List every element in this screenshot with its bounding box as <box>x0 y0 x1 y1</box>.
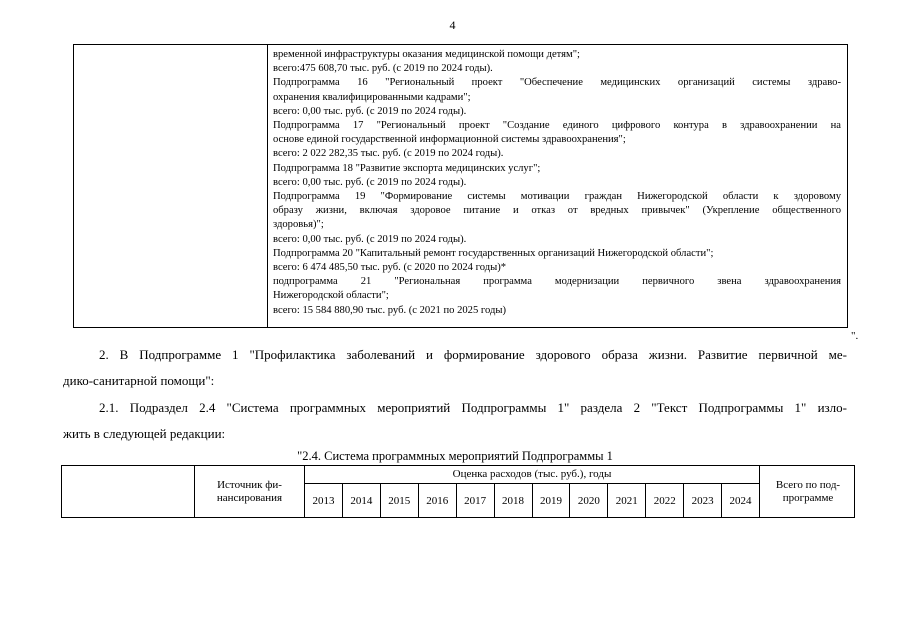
total-header: Всего по под- программе <box>775 479 841 504</box>
paragraph-line: 2. В Подпрограмме 1 "Профилактика заболеваний и формирование здорового образа жизни. Развитие первичной ме- <box>99 347 847 362</box>
table-line: подпрограмма 21 "Региональная программа модернизации первичного звена здравоохранения <box>273 276 841 288</box>
table-line: образу жизни, включая здоровое питание и отказ от вредных привычек" (Укрепление общественного <box>273 205 841 217</box>
table-line: всего: 0,00 тыс. руб. (с 2019 по 2024 годы). <box>273 105 467 117</box>
paragraph-line: 2.1. Подраздел 2.4 "Система программных мероприятий Подпрограммы 1" раздела 2 "Текст Подпрограммы 1" изло- <box>99 400 847 415</box>
year-header: 2018 <box>502 495 525 507</box>
section-title: "2.4. Система программных мероприятий Подпрограммы 1 <box>297 449 613 463</box>
table-line: Подпрограмма 20 "Капитальный ремонт государственных организаций Нижегородской области"; <box>273 247 714 259</box>
table-line: Подпрограмма 18 "Развитие экспорта медицинских услуг"; <box>273 162 541 174</box>
table-line: всего: 15 584 880,90 тыс. руб. (с 2021 по 2025 годы) <box>273 304 507 316</box>
year-header: 2015 <box>388 495 411 507</box>
continuation-table-text-cell <box>273 48 841 318</box>
source-header: Источник фи- нансирования <box>216 479 283 504</box>
table-line: всего: 2 022 282,35 тыс. руб. (с 2019 по 2024 годы). <box>273 148 504 160</box>
table-line: охранения квалифицированными кадрами"; <box>273 91 471 103</box>
funding-table <box>61 465 855 518</box>
table-line: всего: 6 474 485,50 тыс. руб. (с 2020 по 2024 годы)* <box>273 262 507 274</box>
table-line: Подпрограмма 17 "Региональный проект "Создание единого цифрового контура в здравоохранении на <box>273 120 841 132</box>
year-header: 2019 <box>539 495 562 507</box>
table-line: всего: 0,00 тыс. руб. (с 2019 по 2024 годы). <box>273 233 467 245</box>
paragraph-line: жить в следующей редакции: <box>63 426 226 441</box>
year-header: 2024 <box>729 495 752 507</box>
table-line: Нижегородской области"; <box>273 290 389 302</box>
paragraph-2-1 <box>63 395 847 447</box>
year-header: 2016 <box>426 495 449 507</box>
year-header: 2014 <box>350 495 373 507</box>
estimate-header: Оценка расходов (тыс. руб.), годы <box>452 468 612 480</box>
table-line: всего: 0,00 тыс. руб. (с 2019 по 2024 годы). <box>273 176 467 188</box>
table-line: здоровья)"; <box>273 219 324 231</box>
page-number: 4 <box>449 18 456 32</box>
closing-quote: ". <box>851 330 859 342</box>
year-header: 2017 <box>464 495 487 507</box>
year-header: 2013 <box>312 495 335 507</box>
continuation-table-left-cell <box>74 45 268 327</box>
year-header: 2021 <box>615 495 638 507</box>
year-header: 2022 <box>653 495 676 507</box>
continuation-table <box>73 44 848 328</box>
table-line: всего:475 608,70 тыс. руб. (с 2019 по 2024 годы). <box>273 63 493 75</box>
paragraph-line: дико-санитарной помощи": <box>63 373 215 388</box>
table-line: Подпрограмма 16 "Региональный проект "Обеспечение медицинских организаций системы здраво- <box>273 77 841 89</box>
table-line: временной инфраструктуры оказания медицинской помощи детям"; <box>273 49 580 60</box>
table-line: основе единой государственной информационной системы здравоохранения"; <box>273 134 626 146</box>
year-header: 2020 <box>577 495 600 507</box>
year-header: 2023 <box>691 495 714 507</box>
paragraph-2 <box>63 342 847 394</box>
table-line: Подпрограмма 19 "Формирование системы мотивации граждан Нижегородской области к здоровому <box>273 191 841 203</box>
